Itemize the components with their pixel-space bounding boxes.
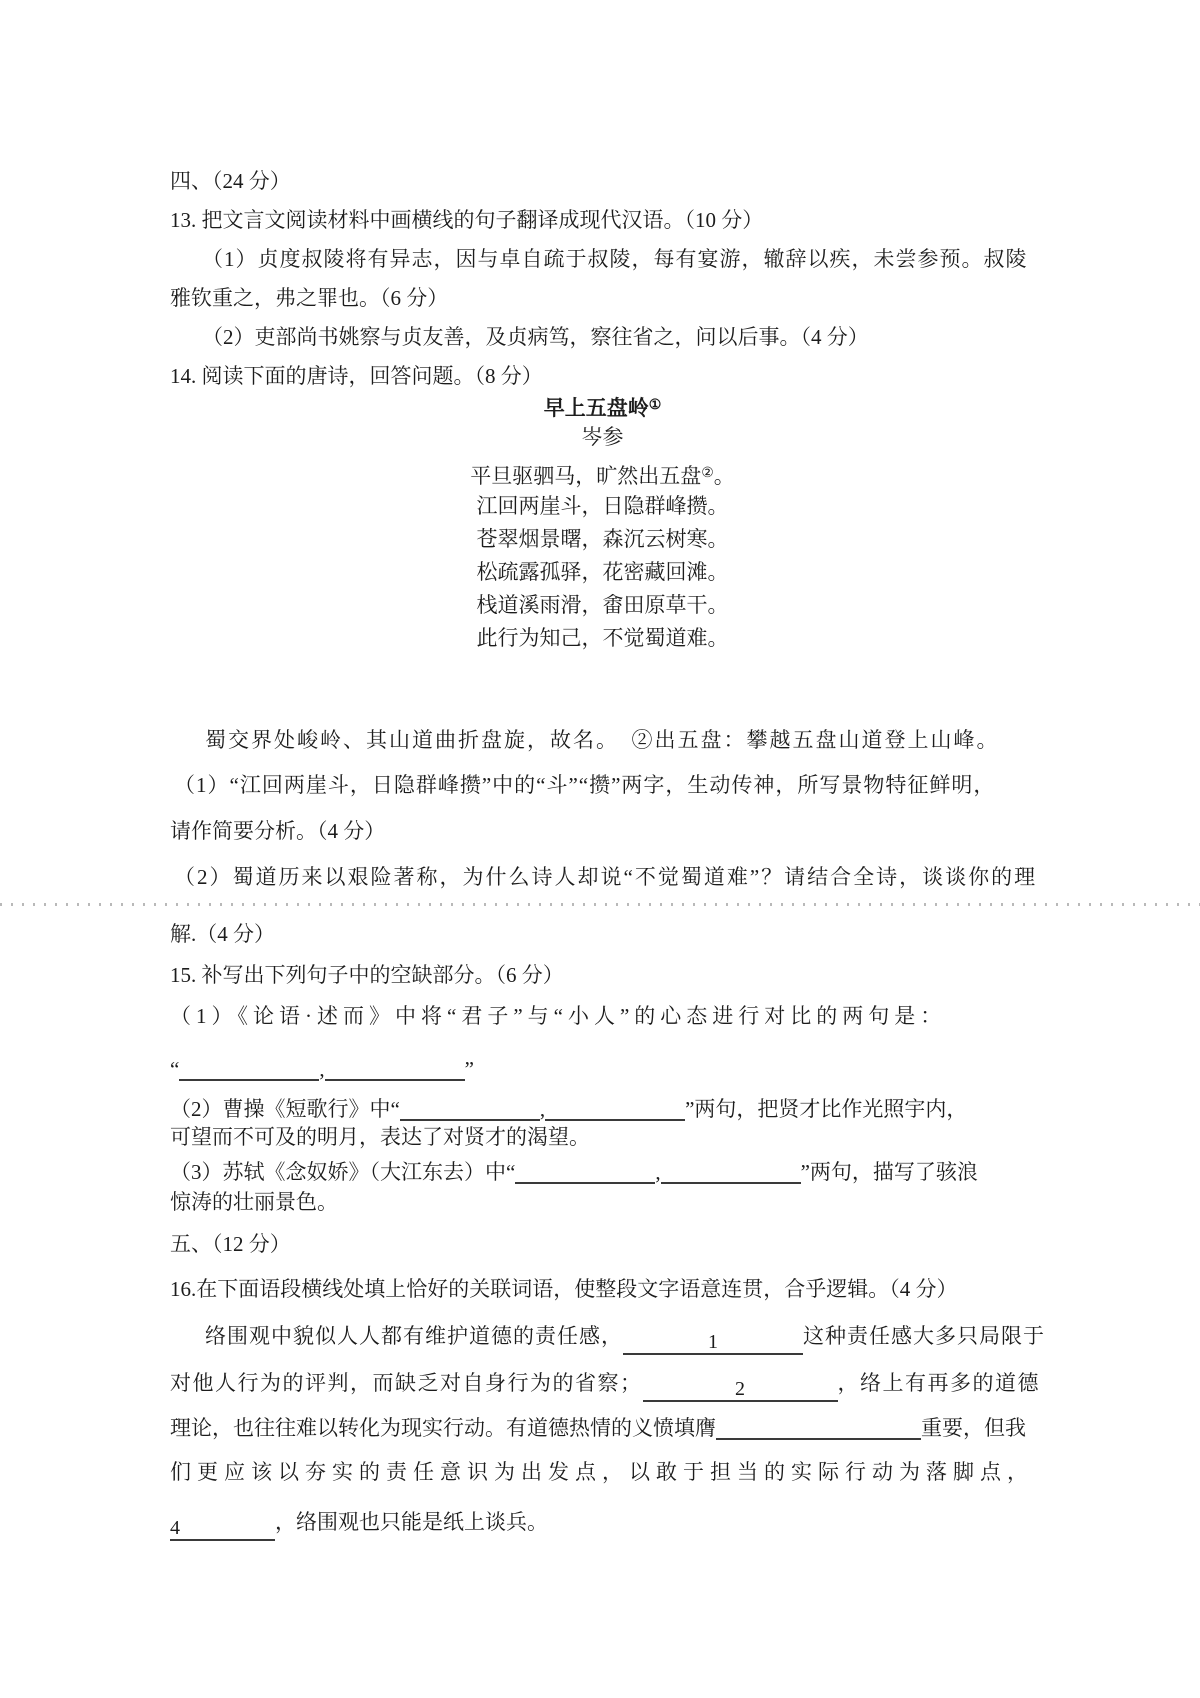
q15-part3-prefix: （3）苏轼《念奴娇》（大江东去）中“ (170, 1160, 516, 1184)
poem-line-1-period: 。 (713, 464, 735, 488)
q16-line2-text-a: 对他人行为的评判，而缺乏对自身行为的省察； (170, 1371, 643, 1395)
comma: , (539, 1097, 546, 1121)
poem-line-5: 栈道溪雨滑，畬田原草干。 (476, 593, 729, 617)
q16-line1-text-b: 这种责任感大多只局限于 (803, 1324, 1045, 1348)
poem-line-1 (170, 460, 1035, 490)
answer-blank-2: 2 (643, 1376, 838, 1402)
answer-blank-3 (716, 1414, 921, 1440)
answer-blank-1: 1 (623, 1329, 803, 1355)
q15-part2-prefix: （2）曹操《短歌行》中“ (170, 1097, 400, 1121)
q14-sub1-line1: （1）“江回两崖斗，日隐群峰攒”中的“斗”“攒”两字，生动传神，所写景物特征鲜明， (174, 773, 996, 797)
q16-paragraph-line4: 们更应该以夯实的责任意识为出发点，以敢于担当的实际行动为落脚点， (170, 1460, 1034, 1484)
answer-blank-4: 4 (170, 1515, 275, 1541)
open-quote: “ (170, 1057, 180, 1081)
q14-sub2-line1: （2）蜀道历来以艰险著称，为什么诗人却说“不觉蜀道难”？请结合全诗，谈谈你的理 (174, 865, 1038, 889)
q14-sub1-line2: 请作简要分析。（4 分） (170, 819, 386, 843)
q14-stem: 14. 阅读下面的唐诗，回答问题。（8 分） (170, 364, 543, 388)
q15-part3-suffix: ”两句，描写了骇浪 (800, 1160, 978, 1184)
q13-part1-line2: 雅钦重之，弗之罪也。（6 分） (170, 286, 449, 310)
poem-title (170, 392, 1035, 422)
poem-line-6: 此行为知己，不觉蜀道难。 (476, 626, 729, 650)
q16-paragraph-line5 (170, 1509, 548, 1541)
poem-title-text: 早上五盘岭 (543, 396, 649, 420)
q16-line3-text-b: 重要，但我 (921, 1416, 1026, 1440)
q16-line2-text-b: ，络上有再多的道德 (837, 1371, 1040, 1395)
q13-stem: 13. 把文言文阅读材料中画横线的句子翻译成现代汉语。（10 分） (170, 208, 764, 232)
poem-line-1-text: 平旦驱驷马，旷然出五盘 (470, 464, 702, 488)
page-break-dotted-line (0, 903, 1200, 906)
poem-line-1-note-marker: ② (701, 466, 714, 481)
answer-blank (325, 1055, 465, 1081)
q16-paragraph-line1 (205, 1323, 1045, 1355)
poem-line-3: 苍翠烟景曙，森沉云树寒。 (476, 527, 729, 551)
q15-part2-line1 (170, 1095, 967, 1123)
q16-line1-text-a: 络围观中貌似人人都有维护道德的责任感， (205, 1324, 623, 1348)
q16-line5-text-b: ，络围观也只能是纸上谈兵。 (275, 1510, 548, 1534)
comma: , (319, 1057, 325, 1081)
q15-part2-line2: 可望而不可及的明月，表达了对贤才的渴望。 (170, 1125, 590, 1149)
answer-blank (661, 1158, 801, 1184)
close-quote: ” (464, 1057, 474, 1081)
poem-title-note-marker: ① (648, 398, 662, 413)
section5-header: 五、（12 分） (170, 1232, 291, 1256)
q15-part1-blank-row (170, 1055, 474, 1083)
poem-author: 岑参 (581, 425, 624, 449)
answer-blank (515, 1158, 655, 1184)
answer-blank (179, 1055, 319, 1081)
comma: , (655, 1160, 661, 1184)
q15-part2-suffix: ”两句，把贤才比作光照宇内， (685, 1097, 968, 1121)
answer-blank (400, 1095, 540, 1121)
q13-part1-line1: （1）贞度叔陵将有异志，因与卓自疏于叔陵，每有宴游，辙辞以疾，未尝参预。叔陵 (202, 247, 1028, 271)
q15-part1-line1: （1）《论语·述而》中将“君子”与“小人”的心态进行对比的两句是： (170, 1004, 947, 1028)
answer-blank (545, 1095, 685, 1121)
q16-paragraph-line2 (170, 1370, 1040, 1402)
q15-part3-line1 (170, 1158, 978, 1186)
q16-line3-text-a: 理论，也往往难以转化为现实行动。有道德热情的义愤填膺 (170, 1416, 716, 1440)
q16-stem: 16.在下面语段横线处填上恰好的关联词语，使整段文字语意连贯，合乎逻辑。（4 分） (170, 1277, 958, 1301)
poem-line-4: 松疏露孤驿，花密藏回滩。 (476, 560, 729, 584)
q15-part3-line2: 惊涛的壮丽景色。 (170, 1190, 338, 1214)
q16-paragraph-line3 (170, 1414, 1026, 1442)
q15-stem: 15. 补写出下列句子中的空缺部分。（6 分） (170, 963, 564, 987)
poem-line-2: 江回两崖斗，日隐群峰攒。 (476, 494, 729, 518)
section4-header: 四、（24 分） (170, 169, 291, 193)
poem-note: 蜀交界处峻岭、其山道曲折盘旋，故名。 ②出五盘：攀越五盘山道登上山峰。 (205, 728, 1000, 752)
q13-part2: （2）吏部尚书姚察与贞友善，及贞病笃，察往省之，问以后事。（4 分） (202, 325, 869, 349)
q14-sub2-line2: 解.（4 分） (170, 922, 275, 946)
